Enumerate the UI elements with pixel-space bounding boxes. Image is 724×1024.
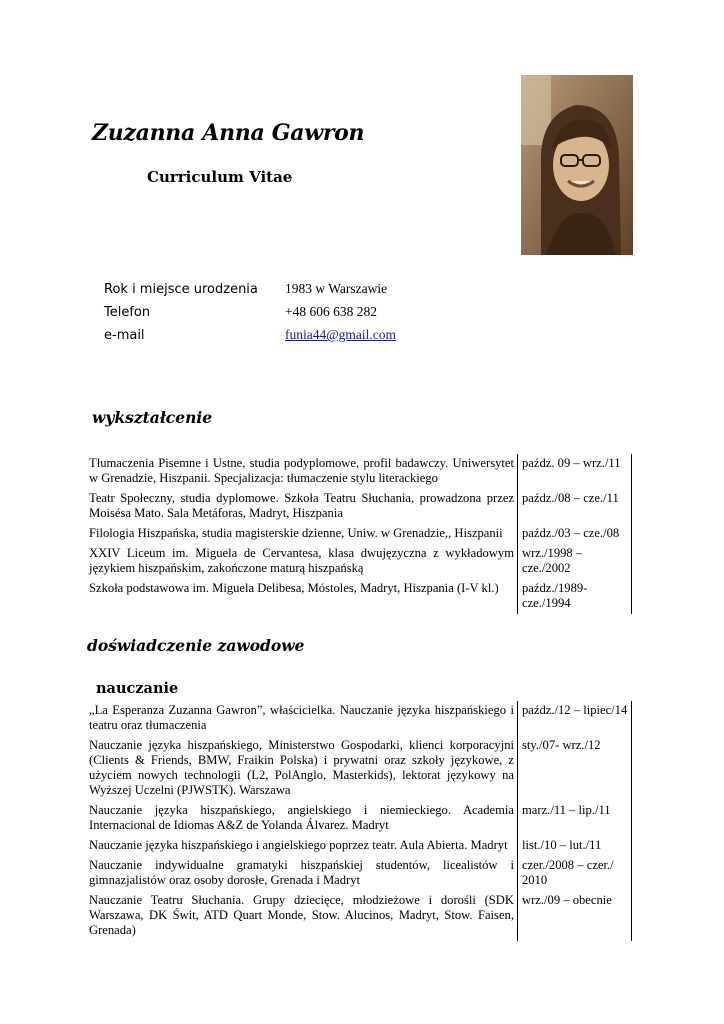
row-description: Nauczanie indywidualne gramatyki hiszpańskiej studentów, licealistów i gimnazjalistów oraz osoby dorosłe, Grenada i Madryt xyxy=(89,858,514,887)
profile-photo xyxy=(521,75,633,255)
table-row xyxy=(86,454,632,489)
cv-name: Zuzanna Anna Gawron xyxy=(92,120,365,146)
table-row xyxy=(86,701,632,736)
row-description: Szkoła podstawowa im. Miguela Delibesa, Móstoles, Madryt, Hiszpania (I-V kl.) xyxy=(89,581,499,595)
value-phone: +48 606 638 282 xyxy=(285,304,377,319)
table-row xyxy=(86,579,632,614)
row-date: paźdz./08 – cze./11 xyxy=(518,489,632,524)
table-row xyxy=(86,891,632,941)
table-row xyxy=(86,856,632,891)
row-date: paźdz./12 – lipiec/14 xyxy=(518,701,632,736)
table-row xyxy=(86,524,632,544)
experience-table xyxy=(86,701,632,941)
row-date: paźdz./03 – cze./08 xyxy=(518,524,632,544)
row-description: Filologia Hiszpańska, studia magisterskie dzienne, Uniw. w Grenadzie,, Hiszpanii xyxy=(89,526,503,540)
education-heading: wykształcenie xyxy=(92,408,213,427)
label-email: e-mail xyxy=(104,328,145,343)
cv-subtitle: Curriculum Vitae xyxy=(147,168,293,186)
row-description: Nauczanie języka hiszpańskiego, angielskiego i niemieckiego. Academia Internacional de Idiomas A&Z de Yolanda Álvarez. Madryt xyxy=(89,803,514,832)
table-row xyxy=(86,836,632,856)
row-description: XXIV Liceum im. Miguela de Cervantesa, klasa dwujęzyczna z wykładowym językiem hiszpańskim, zakończone maturą hiszpańską xyxy=(89,546,514,575)
row-description: Nauczanie Teatru Słuchania. Grupy dziecięce, młodzieżowe i dorośli (SDK Warszawa, DK Świt, ATD Quart Monde, Stow. Alucinos, Madryt, Stow. Faisen, Grenada) xyxy=(89,893,514,937)
value-birth: 1983 w Warszawie xyxy=(285,281,388,296)
experience-heading: doświadczenie zawodowe xyxy=(87,636,305,655)
table-row xyxy=(86,736,632,801)
portrait-image xyxy=(521,75,633,255)
row-description: „La Esperanza Zuzanna Gawron”, właścicielka. Nauczanie języka hiszpańskiego i teatru oraz tłumaczenia xyxy=(89,703,514,732)
row-date: sty./07- wrz./12 xyxy=(518,736,632,801)
label-birth: Rok i miejsce urodzenia xyxy=(104,282,258,297)
row-description: Teatr Społeczny, studia dyplomowe. Szkoła Teatru Słuchania, prowadzona przez Moisésa Mato. Sala Metáforas, Madryt, Hiszpania xyxy=(89,491,514,520)
teaching-subheading: nauczanie xyxy=(96,680,179,697)
label-phone: Telefon xyxy=(104,305,151,320)
row-date: paźdz. 09 – wrz./11 xyxy=(518,454,632,489)
row-date: paźdz./1989-cze./1994 xyxy=(518,579,632,614)
table-row xyxy=(86,801,632,836)
email-link[interactable]: funia44@gmail.com xyxy=(285,327,397,342)
row-description: Nauczanie języka hiszpańskiego i angielskiego poprzez teatr. Aula Abierta. Madryt xyxy=(89,838,508,852)
education-table xyxy=(86,454,632,614)
row-description: Tłumaczenia Pisemne i Ustne, studia podyplomowe, profil badawczy. Uniwersytet w Grenadzie, Hiszpanii. Specjalizacja: tłumaczenie stylu literackiego xyxy=(89,456,514,485)
value-email xyxy=(285,327,396,343)
row-date: list./10 – lut./11 xyxy=(518,836,632,856)
row-date: wrz./1998 – cze./2002 xyxy=(518,544,632,579)
table-row xyxy=(86,489,632,524)
row-date: czer./2008 – czer./ 2010 xyxy=(518,856,632,891)
table-row xyxy=(86,544,632,579)
row-date: wrz./09 – obecnie xyxy=(518,891,632,941)
row-date: marz./11 – lip./11 xyxy=(518,801,632,836)
row-description: Nauczanie języka hiszpańskiego, Ministerstwo Gospodarki, klienci korporacyjni (Clients & Friends, BMW, Fraikin Polska) i prywatni oraz szkoły językowe, z użyciem nowych technologii (L2, PolAnglo, Masterkids), lektorat językowy na Wyższej Uczelni (PJWSTK). Warszawa xyxy=(89,738,514,797)
